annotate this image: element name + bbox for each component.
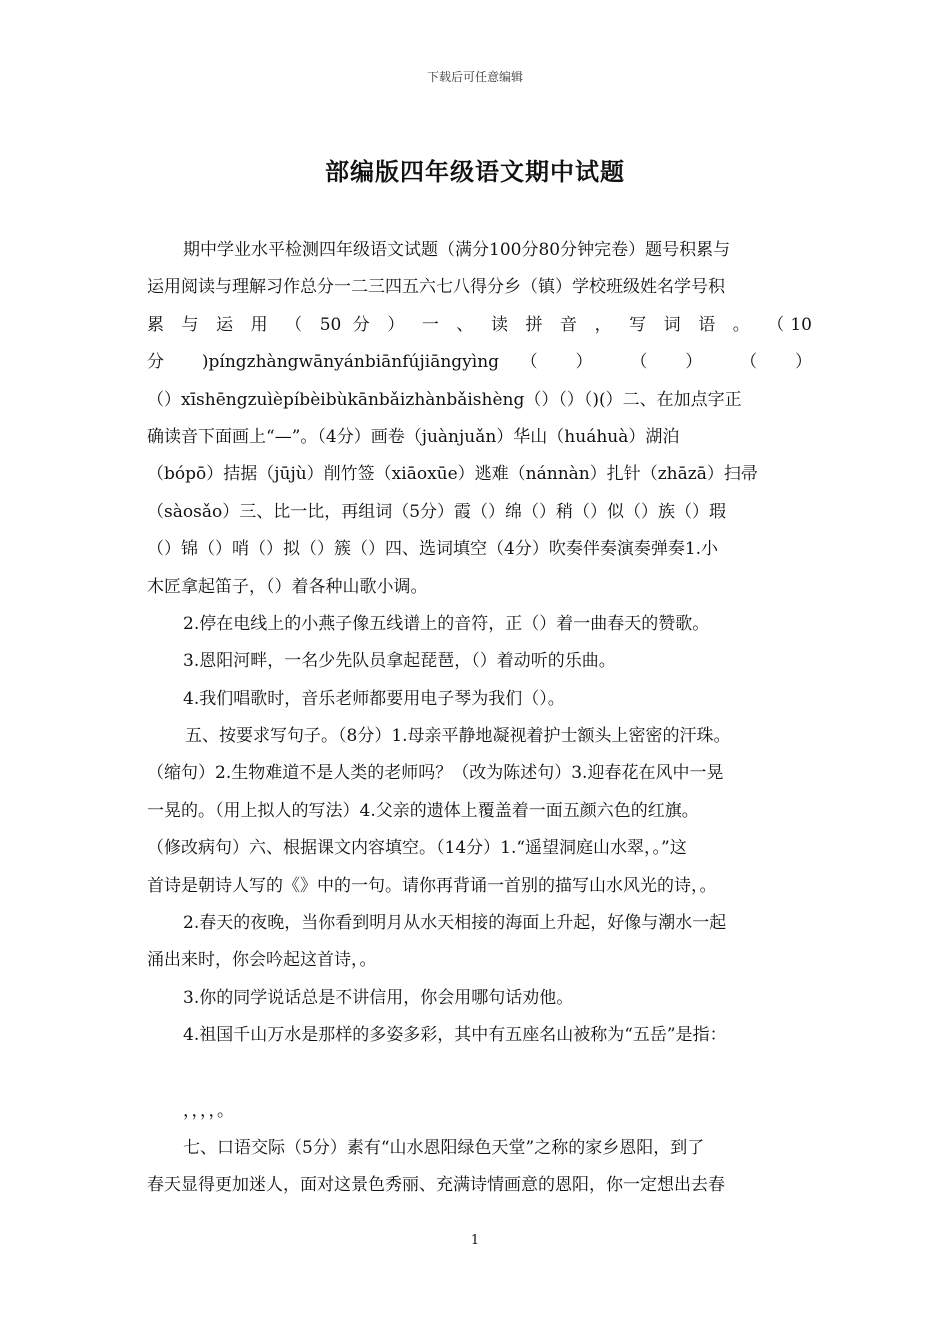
blank-space	[147, 1055, 812, 1093]
paragraph-line: 3.你的同学说话总是不讲信用，你会用哪句话劝他。	[183, 987, 574, 1008]
paragraph-line: （bópō）拮据（jūjù）削竹签（xiāoxūe）逃难（nánnàn）扎针（zhāzā）扫帚	[147, 464, 758, 485]
paragraph-line: （sàosǎo）三、比一比，再组词（5分）霞（）绵（）稍（）似（）族（）瑕	[147, 501, 727, 522]
paragraph-line: ，，，，。	[183, 1100, 234, 1121]
paragraph-line: 4.我们唱歌时，音乐老师都要用电子琴为我们（）。	[183, 688, 565, 709]
paragraph-line: 2.停在电线上的小燕子像五线谱上的音符，正（）着一曲春天的赞歌。	[183, 613, 710, 634]
paragraph-line: 春天显得更加迷人，面对这景色秀丽、充满诗情画意的恩阳，你一定想出去春	[147, 1175, 725, 1196]
paragraph-line: 七、口语交际（5分）素有“山水恩阳绿色天堂”之称的家乡恩阳，到了	[183, 1137, 705, 1158]
header-note: 下载后可任意编辑	[426, 70, 523, 84]
paragraph-line: （缩句）2.生物难道不是人类的老师吗？（改为陈述句）3.迎春花在风中一晃	[147, 763, 724, 784]
paragraph-line: 涌出来时，你会吟起这首诗，。	[147, 950, 377, 971]
paragraph-line: 累 与 运 用 （ 50 分 ） 一 、 读 拼 音 ， 写 词 语 。 （10	[147, 314, 812, 335]
paragraph-line: （修改病句）六、根据课文内容填空。（14分）1.“遥望洞庭山水翠，。”这	[147, 838, 687, 859]
paragraph-line: （）xīshēngzuìèpíbèibùkānbǎizhànbǎishèng（）（）（)(）二、在加点字正	[147, 389, 742, 410]
paragraph-line: 木匠拿起笛子，（）着各种山歌小调。	[147, 576, 428, 597]
paragraph-line: 一晃的。（用上拟人的写法）4.父亲的遗体上覆盖着一面五颜六色的红旗。	[147, 800, 699, 821]
paragraph-line: 运用阅读与理解习作总分一二三四五六七八得分乡（镇）学校班级姓名学号积	[147, 277, 725, 298]
page-number: 1	[470, 1233, 480, 1248]
paragraph-line: 3.恩阳河畔，一名少先队员拿起琵琶，（）着动听的乐曲。	[183, 651, 616, 672]
paragraph-line: 五、按要求写句子。（8分）1.母亲平静地凝视着护士额头上密密的汗珠。	[185, 726, 731, 747]
page-title: 部编版四年级语文期中试题	[325, 157, 625, 186]
paragraph-line: 分 )píngzhàngwānyánbiānfújiāngyìng （ ） （ ） （ ）	[147, 352, 812, 373]
paragraph-line: 确读音下面画上“—”。（4分）画卷（juànjuǎn）华山（huáhuà）湖泊	[147, 426, 680, 447]
paragraph-line: 期中学业水平检测四年级语文试题（满分100分80分钟完卷）题号积累与	[183, 240, 731, 260]
paragraph-line: 首诗是朝诗人写的《》中的一句。请你再背诵一首别的描写山水风光的诗，。	[147, 875, 717, 896]
paragraph-line: 4.祖国千山万水是那样的多姿多彩，其中有五座名山被称为“五岳”是指：	[183, 1025, 727, 1046]
document-body	[147, 232, 812, 1205]
paragraph-line: 2.春天的夜晚，当你看到明月从水天相接的海面上升起，好像与潮水一起	[183, 913, 727, 934]
paragraph-line: （）锦（）哨（）拟（）簇（）四、选词填空（4分）吹奏伴奏演奏弹奏1.小	[147, 539, 719, 560]
